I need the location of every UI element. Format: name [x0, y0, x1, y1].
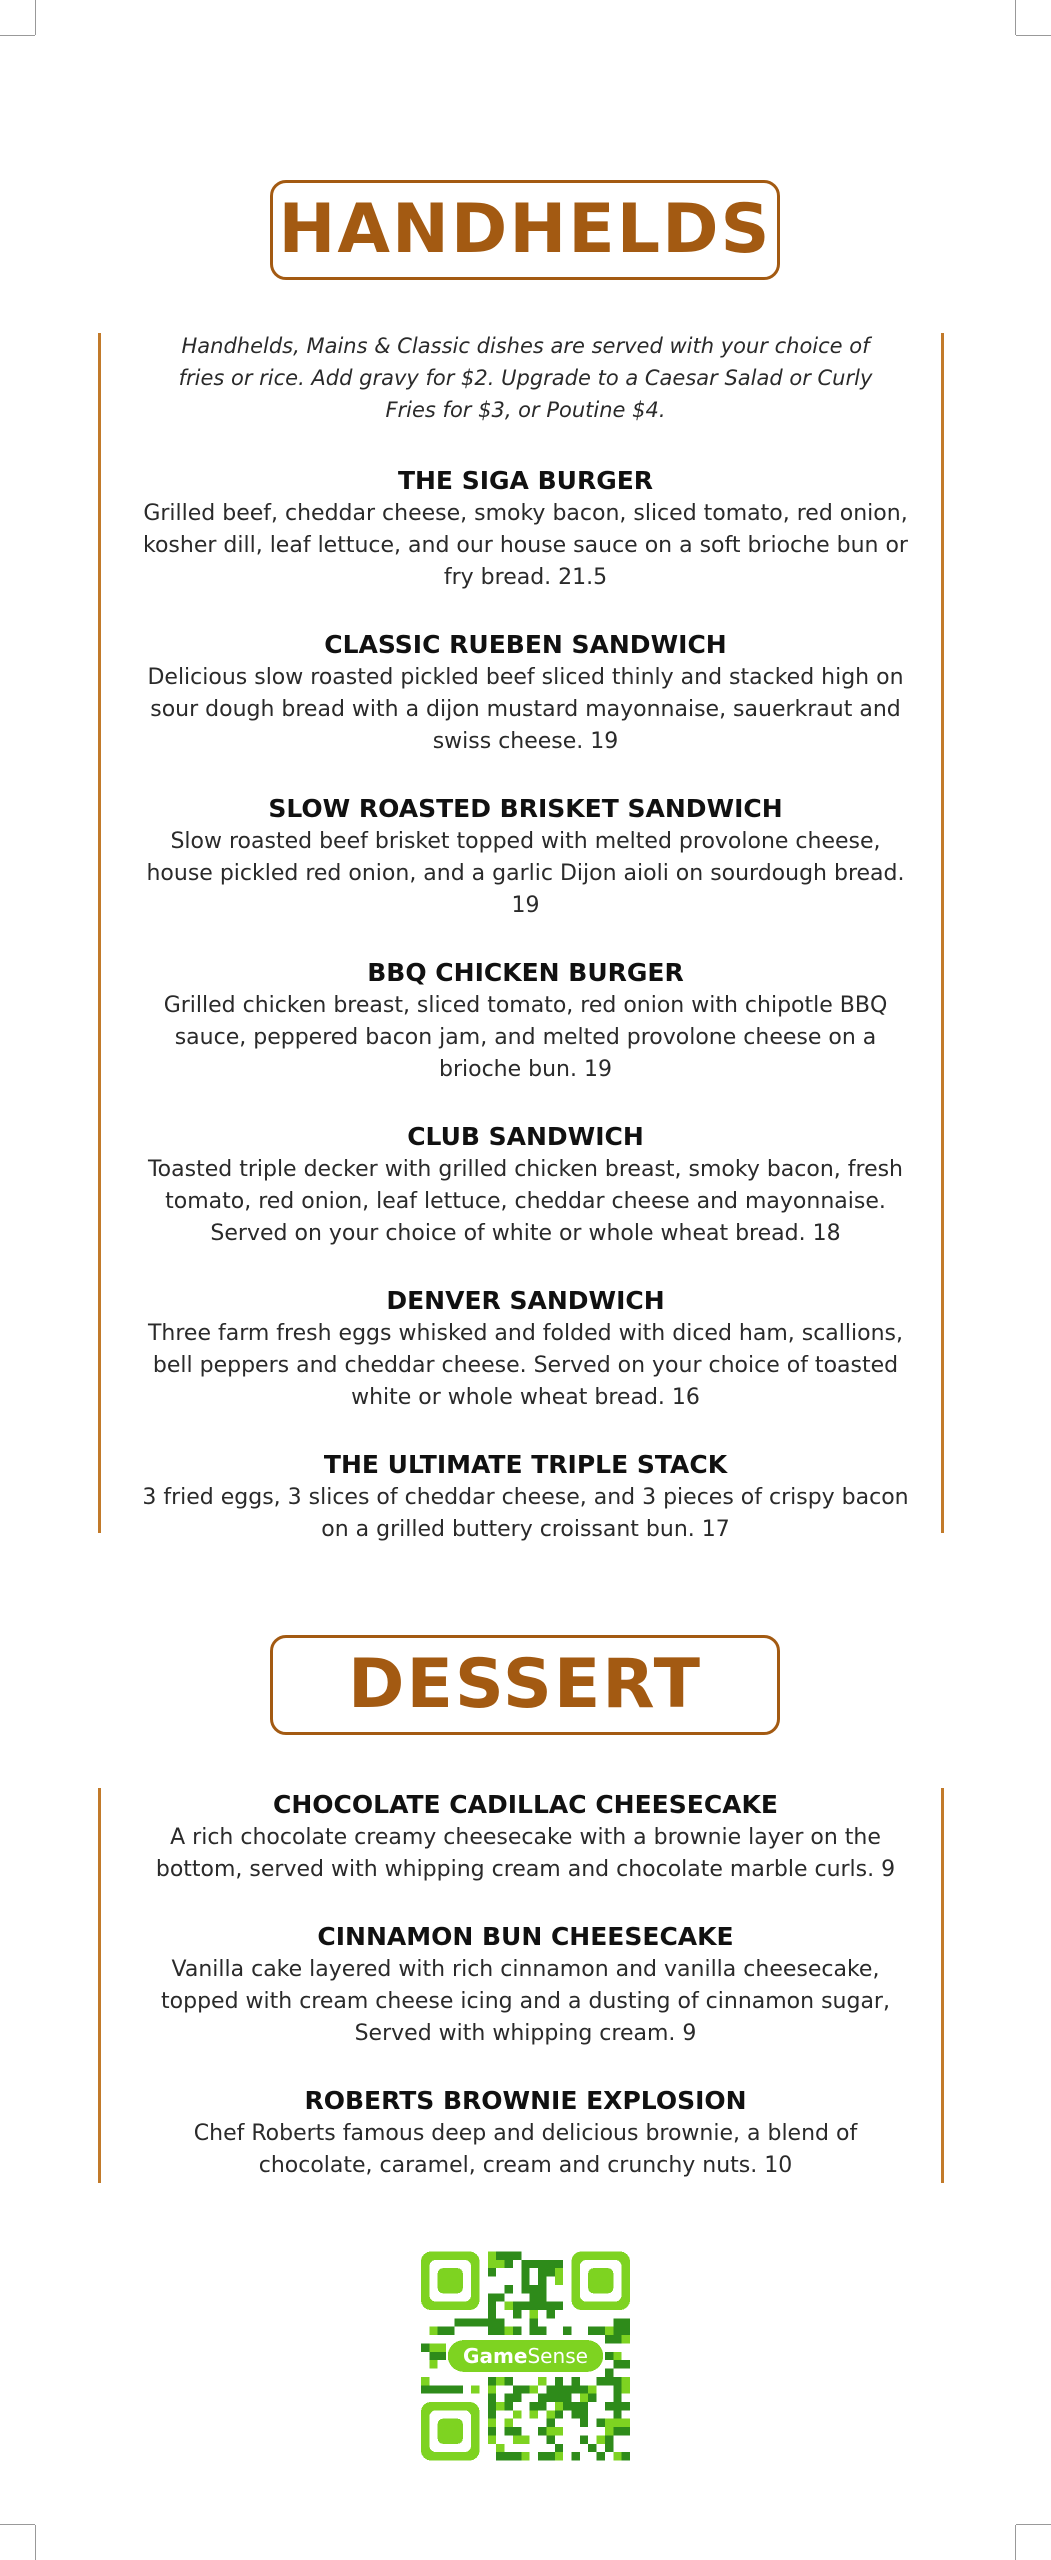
- qr-module: [438, 2343, 446, 2351]
- menu-item: [140, 1788, 911, 1886]
- qr-module: [580, 2402, 588, 2410]
- qr-module: [538, 2285, 546, 2293]
- qr-module: [463, 2318, 471, 2326]
- qr-module: [538, 2260, 546, 2268]
- qr-module: [429, 2352, 437, 2360]
- qr-module: [488, 2310, 496, 2318]
- qr-module: [597, 2452, 605, 2460]
- qr-module: [597, 2419, 605, 2427]
- qr-module: [622, 2360, 630, 2368]
- qr-module: [421, 2343, 429, 2351]
- qr-module: [555, 2427, 563, 2435]
- qr-module: [488, 2410, 496, 2418]
- qr-module: [513, 2252, 521, 2260]
- qr-module: [588, 2327, 596, 2335]
- qr-module: [438, 2385, 446, 2393]
- menu-item: [140, 956, 911, 1086]
- menu-item-description: Three farm fresh eggs whisked and folded with diced ham, scallions, bell peppers and cheddar cheese. Served on your choice of toasted white or whole wheat bread. 16: [147, 1321, 903, 1410]
- qr-module: [597, 2435, 605, 2443]
- qr-module: [605, 2402, 613, 2410]
- qr-module: [571, 2385, 579, 2393]
- qr-module: [421, 2385, 429, 2393]
- qr-module: [571, 2452, 579, 2460]
- qr-module: [580, 2435, 588, 2443]
- qr-module: [496, 2318, 504, 2326]
- qr-module: [546, 2410, 554, 2418]
- qr-module: [513, 2310, 521, 2318]
- qr-module: [488, 2385, 496, 2393]
- qr-module: [505, 2452, 513, 2460]
- menu-item: [140, 1120, 911, 1250]
- menu-item: [140, 1920, 911, 2050]
- qr-module: [555, 2268, 563, 2276]
- qr-module: [622, 2452, 630, 2460]
- qr-code-icon[interactable]: [421, 2250, 630, 2462]
- qr-module: [605, 2435, 613, 2443]
- qr-module: [555, 2377, 563, 2385]
- qr-module: [622, 2377, 630, 2385]
- qr-module: [622, 2318, 630, 2326]
- qr-module: [488, 2419, 496, 2427]
- qr-module: [488, 2302, 496, 2310]
- qr-finder-top-left: [421, 2252, 480, 2311]
- qr-module: [605, 2369, 613, 2377]
- qr-module: [597, 2377, 605, 2385]
- qr-module: [530, 2293, 538, 2301]
- dessert-body: [140, 1788, 911, 2216]
- menu-item-description: Chef Roberts famous deep and delicious brownie, a blend of chocolate, caramel, cream and crunchy nuts. 10: [193, 2121, 858, 2178]
- qr-module: [496, 2293, 504, 2301]
- qr-module: [505, 2302, 513, 2310]
- qr-module: [496, 2444, 504, 2452]
- qr-module: [588, 2444, 596, 2452]
- menu-item-description: Delicious slow roasted pickled beef sliced thinly and stacked high on sour dough bread with a dijon mustard mayonnaise, sauerkraut and swiss cheese. 19: [147, 665, 904, 754]
- menu-item: [140, 1448, 911, 1546]
- menu-item-description: A rich chocolate creamy cheesecake with a brownie layer on the bottom, served with whipping cream and chocolate marble curls. 9: [155, 1825, 896, 1882]
- crop-mark-top-right-v: [1015, 0, 1016, 35]
- dessert-title: DESSERT: [348, 1645, 702, 1724]
- menu-item: [140, 464, 911, 594]
- qr-module: [613, 2402, 621, 2410]
- qr-module: [513, 2410, 521, 2418]
- qr-module: [521, 2268, 529, 2276]
- qr-module: [488, 2268, 496, 2276]
- qr-module: [613, 2360, 621, 2368]
- qr-module: [622, 2427, 630, 2435]
- qr-module: [496, 2377, 504, 2385]
- qr-module: [488, 2252, 496, 2260]
- qr-finder-top-right: [571, 2252, 630, 2311]
- qr-module: [563, 2327, 571, 2335]
- qr-module: [538, 2377, 546, 2385]
- qr-module: [571, 2402, 579, 2410]
- dessert-right-rule: [941, 1788, 944, 2183]
- menu-item: [140, 628, 911, 758]
- qr-module: [538, 2302, 546, 2310]
- qr-module: [580, 2419, 588, 2427]
- menu-item-description: Vanilla cake layered with rich cinnamon and vanilla cheesecake, topped with cream cheese icing and a dusting of cinnamon sugar, Served with whipping cream. 9: [161, 1957, 890, 2046]
- qr-module: [555, 2444, 563, 2452]
- qr-module: [538, 2427, 546, 2435]
- qr-module: [521, 2285, 529, 2293]
- qr-finder-bottom-left: [421, 2402, 480, 2461]
- handhelds-title: HANDHELDS: [278, 190, 772, 269]
- qr-module: [613, 2452, 621, 2460]
- qr-module: [513, 2394, 521, 2402]
- qr-module: [546, 2310, 554, 2318]
- menu-item: [140, 1284, 911, 1414]
- qr-module: [438, 2352, 446, 2360]
- qr-module: [613, 2327, 621, 2335]
- qr-module: [622, 2385, 630, 2393]
- qr-module: [546, 2394, 554, 2402]
- qr-module: [496, 2452, 504, 2460]
- qr-module: [496, 2327, 504, 2335]
- dessert-left-rule: [98, 1788, 101, 2183]
- qr-module: [555, 2452, 563, 2460]
- qr-module: [488, 2377, 496, 2385]
- qr-module: [605, 2427, 613, 2435]
- menu-item-description: Grilled beef, cheddar cheese, smoky bacon, sliced tomato, red onion, kosher dill, leaf lettuce, and our house sauce on a soft brioche bun or fry bread. 21.5: [143, 501, 908, 590]
- qr-module: [521, 2277, 529, 2285]
- svg-text:GameSense: [463, 2344, 588, 2368]
- qr-module: [488, 2327, 496, 2335]
- menu-item: [140, 2084, 911, 2182]
- qr-module: [530, 2310, 538, 2318]
- qr-module: [546, 2260, 554, 2268]
- qr-module: [546, 2302, 554, 2310]
- qr-module: [613, 2352, 621, 2360]
- qr-module: [613, 2318, 621, 2326]
- qr-module: [513, 2435, 521, 2443]
- qr-module: [488, 2402, 496, 2410]
- qr-module: [546, 2452, 554, 2460]
- menu-item-name: DENVER SANDWICH: [386, 1286, 665, 1315]
- qr-module: [513, 2385, 521, 2393]
- qr-module: [505, 2377, 513, 2385]
- qr-module: [505, 2327, 513, 2335]
- qr-module: [605, 2377, 613, 2385]
- qr-module: [471, 2385, 479, 2393]
- qr-module: [530, 2385, 538, 2393]
- logo-text-sense: Sense: [527, 2344, 589, 2369]
- qr-module: [563, 2385, 571, 2393]
- gamesense-logo: [448, 2340, 603, 2372]
- qr-module: [513, 2427, 521, 2435]
- qr-module: [496, 2252, 504, 2260]
- qr-module: [555, 2302, 563, 2310]
- qr-module: [513, 2302, 521, 2310]
- qr-module: [622, 2327, 630, 2335]
- qr-module: [555, 2410, 563, 2418]
- qr-module: [429, 2327, 437, 2335]
- menu-item-description: Toasted triple decker with grilled chicken breast, smoky bacon, fresh tomato, red onion, leaf lettuce, cheddar cheese and mayonnaise. Served on your choice of white or whole wheat bread. 18: [147, 1157, 904, 1246]
- qr-module: [521, 2302, 529, 2310]
- qr-module: [580, 2385, 588, 2393]
- qr-module: [521, 2435, 529, 2443]
- qr-module: [505, 2252, 513, 2260]
- menu-item-name: CLUB SANDWICH: [407, 1122, 644, 1151]
- qr-module: [597, 2327, 605, 2335]
- qr-module: [521, 2260, 529, 2268]
- qr-module: [546, 2268, 554, 2276]
- qr-module: [613, 2377, 621, 2385]
- qr-module: [505, 2427, 513, 2435]
- qr-module: [588, 2385, 596, 2393]
- handhelds-header: [270, 180, 780, 280]
- qr-module: [488, 2394, 496, 2402]
- qr-module: [546, 2435, 554, 2443]
- dessert-header: [270, 1635, 780, 1735]
- qr-module: [563, 2394, 571, 2402]
- menu-item-name: SLOW ROASTED BRISKET SANDWICH: [268, 794, 783, 823]
- logo-text-game: Game: [462, 2344, 528, 2369]
- qr-module: [454, 2318, 462, 2326]
- qr-module: [446, 2327, 454, 2335]
- menu-item-name: CHOCOLATE CADILLAC CHEESECAKE: [273, 1790, 778, 1819]
- qr-module: [505, 2419, 513, 2427]
- qr-module: [505, 2402, 513, 2410]
- qr-module: [538, 2293, 546, 2301]
- qr-module: [613, 2394, 621, 2402]
- qr-module: [613, 2427, 621, 2435]
- menu-item-description: 3 fried eggs, 3 slices of cheddar cheese, and 3 pieces of crispy bacon on a grilled buttery croissant bun. 17: [142, 1485, 909, 1542]
- qr-module: [538, 2277, 546, 2285]
- qr-module: [613, 2335, 621, 2343]
- qr-module: [580, 2394, 588, 2402]
- qr-module: [488, 2427, 496, 2435]
- qr-module: [496, 2260, 504, 2268]
- qr-module: [429, 2385, 437, 2393]
- handhelds-right-rule: [941, 333, 944, 1533]
- qr-module: [421, 2377, 429, 2385]
- qr-module: [546, 2427, 554, 2435]
- qr-module: [538, 2394, 546, 2402]
- qr-module: [488, 2318, 496, 2326]
- qr-module: [563, 2402, 571, 2410]
- qr-module: [555, 2277, 563, 2285]
- qr-module: [530, 2318, 538, 2326]
- qr-module: [555, 2394, 563, 2402]
- qr-module: [521, 2385, 529, 2393]
- qr-module: [496, 2402, 504, 2410]
- menu-item-name: CINNAMON BUN CHEESECAKE: [317, 1922, 734, 1951]
- handhelds-intro: Handhelds, Mains & Classic dishes are served with your choice of fries or rice. Add gravy for $2. Upgrade to a Caesar Salad or Curly Fries for $3, or Poutine $4.: [178, 334, 873, 422]
- qr-module: [446, 2385, 454, 2393]
- qr-module: [538, 2452, 546, 2460]
- qr-module: [488, 2435, 496, 2443]
- qr-module: [588, 2394, 596, 2402]
- crop-mark-bottom-left-h: [0, 2524, 35, 2525]
- qr-module: [429, 2360, 437, 2368]
- qr-module: [538, 2327, 546, 2335]
- qr-module: [555, 2385, 563, 2393]
- qr-module: [530, 2402, 538, 2410]
- qr-module: [505, 2394, 513, 2402]
- qr-module: [488, 2260, 496, 2268]
- qr-module: [613, 2385, 621, 2393]
- crop-mark-top-right-h: [1016, 35, 1051, 36]
- qr-module: [605, 2444, 613, 2452]
- qr-module: [530, 2260, 538, 2268]
- qr-module: [613, 2410, 621, 2418]
- qr-module: [505, 2260, 513, 2268]
- qr-module: [513, 2327, 521, 2335]
- qr-module: [571, 2377, 579, 2385]
- qr-module: [471, 2318, 479, 2326]
- qr-module: [622, 2335, 630, 2343]
- crop-mark-top-left-h: [0, 35, 35, 36]
- crop-mark-top-left-v: [35, 0, 36, 35]
- qr-module: [605, 2419, 613, 2427]
- qr-module: [580, 2410, 588, 2418]
- crop-mark-bottom-left-v: [35, 2525, 36, 2560]
- qr-module: [605, 2352, 613, 2360]
- menu-item-name: CLASSIC RUEBEN SANDWICH: [324, 630, 727, 659]
- qr-module: [505, 2285, 513, 2293]
- qr-module: [622, 2402, 630, 2410]
- qr-module: [571, 2410, 579, 2418]
- qr-module: [555, 2260, 563, 2268]
- qr-module: [429, 2343, 437, 2351]
- qr-module: [605, 2335, 613, 2343]
- qr-module: [454, 2385, 462, 2393]
- qr-module: [488, 2293, 496, 2301]
- qr-module: [546, 2419, 554, 2427]
- qr-module: [613, 2419, 621, 2427]
- qr-module: [546, 2385, 554, 2393]
- crop-mark-bottom-right-v: [1015, 2525, 1016, 2560]
- qr-module: [438, 2327, 446, 2335]
- handhelds-left-rule: [98, 333, 101, 1533]
- qr-module: [530, 2410, 538, 2418]
- qr-module: [513, 2452, 521, 2460]
- qr-module: [530, 2302, 538, 2310]
- qr-module: [521, 2452, 529, 2460]
- qr-module: [538, 2402, 546, 2410]
- menu-item-description: Grilled chicken breast, sliced tomato, red onion with chipotle BBQ sauce, peppered bacon jam, and melted provolone cheese on a brioche bun. 19: [163, 993, 888, 1082]
- qr-module: [555, 2402, 563, 2410]
- qr-module: [480, 2318, 488, 2326]
- qr-module: [622, 2419, 630, 2427]
- menu-item-name: BBQ CHICKEN BURGER: [367, 958, 684, 987]
- crop-mark-bottom-right-h: [1016, 2524, 1051, 2525]
- menu-item-name: ROBERTS BROWNIE EXPLOSION: [304, 2086, 747, 2115]
- qr-module: [605, 2327, 613, 2335]
- menu-item-description: Slow roasted beef brisket topped with melted provolone cheese, house pickled red onion, and a garlic Dijon aioli on sourdough bread. 19: [146, 829, 905, 918]
- handhelds-body: [140, 330, 911, 1580]
- qr-module: [530, 2327, 538, 2335]
- menu-item-name: THE ULTIMATE TRIPLE STACK: [323, 1450, 728, 1479]
- menu-item-name: THE SIGA BURGER: [397, 466, 654, 495]
- qr-module: [530, 2285, 538, 2293]
- qr-module: [538, 2268, 546, 2276]
- menu-item: [140, 792, 911, 922]
